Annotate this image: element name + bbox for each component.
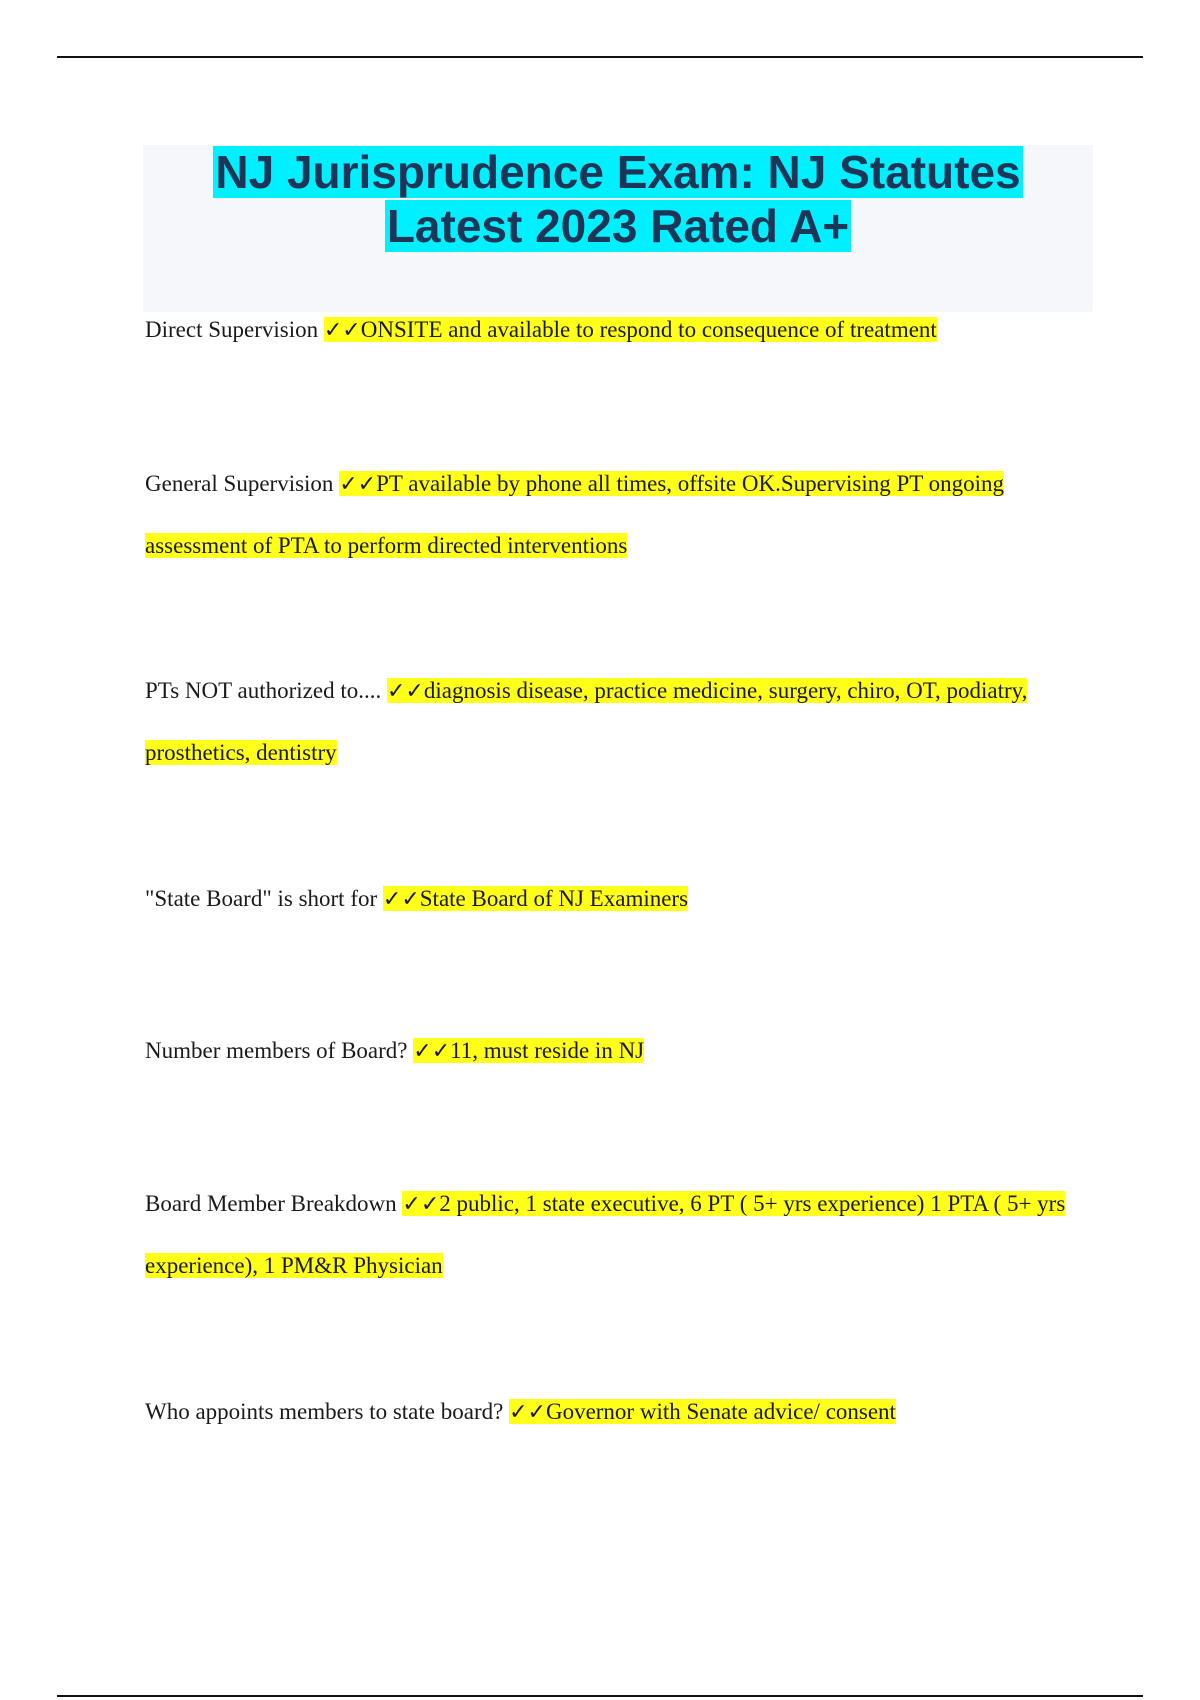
- question-text: Who appoints members to state board?: [145, 1399, 504, 1424]
- question-text: PTs NOT authorized to....: [145, 678, 382, 703]
- check-icon: ✓✓: [509, 1400, 546, 1425]
- check-icon: ✓✓: [323, 318, 361, 343]
- bottom-rule: [57, 1695, 1143, 1697]
- answer-text: State Board of NJ Examiners: [419, 886, 689, 911]
- answer-text: Governor with Senate advice/ consent: [545, 1399, 896, 1424]
- check-icon: ✓✓: [382, 887, 420, 912]
- answer-text: 2 public, 1 state executive, 6 PT ( 5+ yrs experience) 1 PTA ( 5+ yrs experience), 1 PM&R Physician: [145, 1191, 1066, 1278]
- answer-text: ONSITE and available to respond to consequence of treatment: [360, 317, 937, 342]
- top-rule: [57, 56, 1143, 58]
- answer-highlight: [324, 317, 937, 342]
- qa-item-pts-not-authorized: [145, 660, 1090, 783]
- answer-highlight: [413, 1038, 644, 1063]
- question-text: Direct Supervision: [145, 317, 319, 342]
- answer-highlight: [509, 1399, 896, 1424]
- question-text: "State Board" is short for: [145, 886, 378, 911]
- qa-item-general-supervision: [145, 453, 1090, 576]
- question-text: Board Member Breakdown: [145, 1191, 397, 1216]
- qa-item-number-members: [145, 1020, 1090, 1082]
- answer-text: 11, must reside in NJ: [450, 1038, 645, 1063]
- qa-item-direct-supervision: [145, 299, 1090, 361]
- check-icon: ✓✓: [402, 1192, 440, 1217]
- qa-item-board-breakdown: [145, 1173, 1090, 1296]
- title-line-2: Latest 2023 Rated A+: [386, 200, 850, 252]
- check-icon: ✓✓: [339, 472, 377, 497]
- qa-item-state-board: [145, 868, 1090, 930]
- title-line-1: NJ Jurisprudence Exam: NJ Statutes: [215, 146, 1021, 198]
- answer-text: PT available by phone all times, offsite OK.Supervising PT ongoing assessment of PTA to perform directed interventions: [145, 471, 1005, 558]
- answer-text: diagnosis disease, practice medicine, surgery, chiro, OT, podiatry, prosthetics, dentistry: [145, 678, 1028, 765]
- question-text: Number members of Board?: [145, 1038, 408, 1063]
- question-text: General Supervision: [145, 471, 334, 496]
- check-icon: ✓✓: [387, 679, 424, 704]
- check-icon: ✓✓: [413, 1039, 451, 1064]
- page-title: [143, 145, 1093, 253]
- answer-highlight: [383, 886, 688, 911]
- qa-item-who-appoints: [145, 1381, 1090, 1443]
